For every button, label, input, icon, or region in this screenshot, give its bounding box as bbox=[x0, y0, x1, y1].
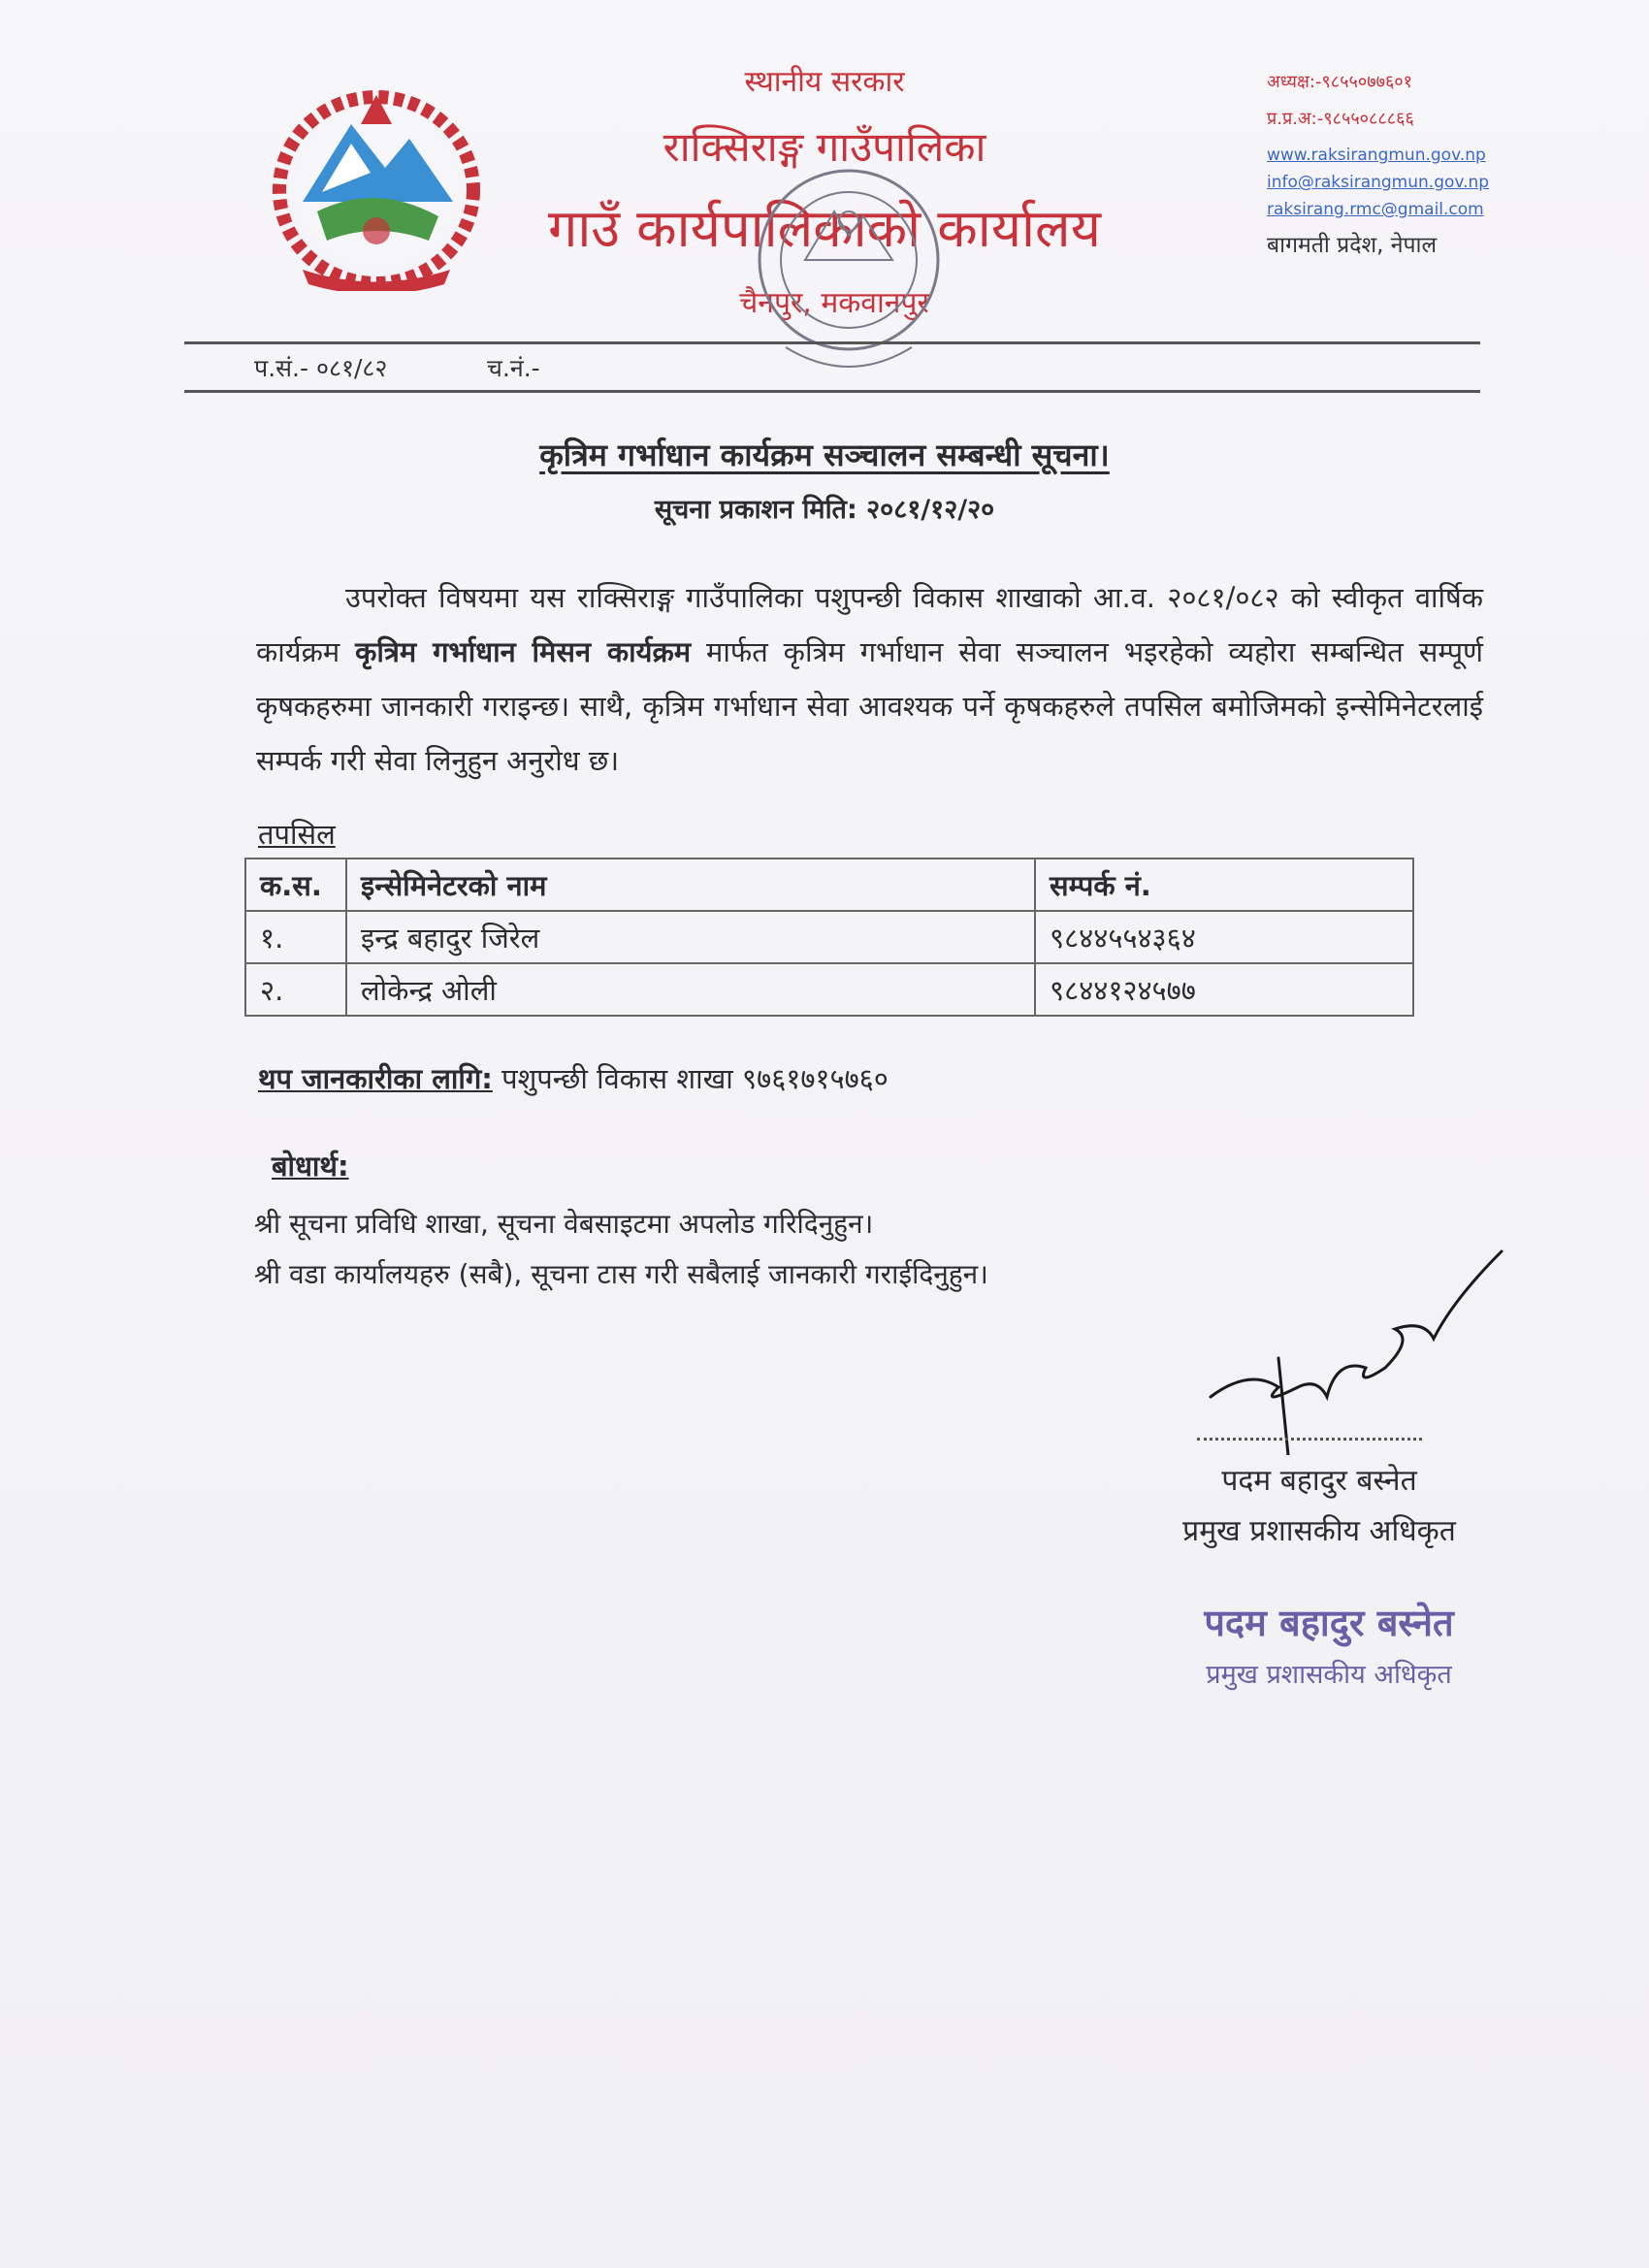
email-link-gmail[interactable]: raksirang.rmc@gmail.com bbox=[1267, 200, 1484, 219]
header-municipality-name: राक्सिराङ्ग गाउँपालिका bbox=[663, 123, 986, 171]
cell-name: लोकेन्द्र ओली bbox=[346, 963, 1035, 1016]
notice-paragraph bbox=[256, 570, 1483, 788]
cc-list bbox=[254, 1199, 988, 1300]
signature-dotted-line bbox=[1197, 1438, 1422, 1441]
handwritten-signature bbox=[1191, 1242, 1521, 1455]
seal-name-stamp: पदम बहादुर बस्नेत bbox=[1204, 1602, 1454, 1644]
email-link-info[interactable]: info@raksirangmun.gov.np bbox=[1267, 173, 1490, 192]
chair-phone: अध्यक्ष:-९८५५०७७६०१ bbox=[1267, 72, 1413, 92]
cc-item: श्री सूचना प्रविधि शाखा, सूचना वेबसाइटमा अपलोड गरिदिनुहुन। bbox=[254, 1208, 874, 1240]
cell-contact: ९८४४५५४३६४ bbox=[1035, 911, 1413, 963]
more-info-line bbox=[258, 1059, 889, 1097]
header-divider-bottom bbox=[184, 390, 1480, 393]
program-name-bold: कृत्रिम गर्भाधान मिसन कार्यक्रम bbox=[355, 635, 692, 668]
reference-number: प.सं.- ०८१/८२ bbox=[254, 354, 388, 382]
table-header-row bbox=[245, 859, 1413, 911]
table-row bbox=[245, 963, 1413, 1016]
seal-title-stamp: प्रमुख प्रशासकीय अधिकृत bbox=[1206, 1660, 1452, 1690]
cell-serial: १. bbox=[245, 911, 346, 963]
col-name: इन्सेमिनेटरको नाम bbox=[346, 859, 1035, 911]
table-row bbox=[245, 911, 1413, 963]
cell-contact: ९८४४१२४५७७ bbox=[1035, 963, 1413, 1016]
header-address: चैनपुर, मकवानपुर bbox=[739, 286, 929, 320]
notice-title: कृत्रिम गर्भाधान कार्यक्रम सञ्चालन सम्बन्धी सूचना। bbox=[539, 437, 1110, 473]
cc-heading: बोधार्थ: bbox=[272, 1150, 349, 1183]
paragraph-text-b: मार्फत कृत्रिम गर्भाधान सेवा सञ्चालन भइरहेको व्यहोरा सम्बन्धित सम्पूर्ण कृषकहरुमा जानकारी गराइन्छ। साथै, कृत्रिम गर्भाधान सेवा आवश्यक पर्ने कृषकहरुले तपसिल बमोजिमको इन्सेमिनेटरलाई सम्पर्क गरी सेवा लिनुहुन अनुरोध छ। bbox=[256, 635, 1484, 777]
signatory-name: पदम बहादुर बस्नेत bbox=[1221, 1464, 1417, 1498]
nepal-emblem-logo bbox=[264, 85, 489, 291]
header-office-name: गाउँ कार्यपालिकाको कार्यालय bbox=[548, 198, 1101, 259]
province-label: बागमती प्रदेश, नेपाल bbox=[1267, 233, 1438, 258]
cc-item: श्री वडा कार्यालयहरु (सबै), सूचना टास गरी सबैलाई जानकारी गराईदिनुहुन। bbox=[254, 1258, 988, 1290]
cao-phone: प्र.प्र.अ:-९८५५०८८८६६ bbox=[1267, 109, 1414, 129]
paragraph-text-a: उपरोक्त विषयमा यस राक्सिराङ्ग गाउँपालिका पशुपन्छी विकास शाखाको आ.व. २०८१/०८२ को स्वीकृत वार्षिक कार्यक्रम bbox=[256, 581, 1483, 668]
more-info-label: थप जानकारीका लागि: bbox=[258, 1062, 493, 1095]
publication-date: सूचना प्रकाशन मिति: २०८१/१२/२० bbox=[654, 495, 995, 525]
more-info-value: पशुपन्छी विकास शाखा ९७६१७१५७६० bbox=[492, 1062, 889, 1095]
office-round-stamp bbox=[747, 153, 951, 396]
signatory-title: प्रमुख प्रशासकीय अधिकृत bbox=[1182, 1514, 1456, 1548]
cell-serial: २. bbox=[245, 963, 346, 1016]
website-link[interactable]: www.raksirangmun.gov.np bbox=[1267, 146, 1486, 165]
contact-block bbox=[1267, 74, 1558, 257]
details-heading: तपसिल bbox=[258, 818, 336, 851]
dispatch-number: च.नं.- bbox=[487, 354, 540, 382]
col-serial: क.स. bbox=[245, 859, 346, 911]
inseminator-table bbox=[244, 858, 1414, 1017]
col-contact: सम्पर्क नं. bbox=[1035, 859, 1413, 911]
cell-name: इन्द्र बहादुर जिरेल bbox=[346, 911, 1035, 963]
header-divider-top bbox=[184, 341, 1480, 344]
header-local-government: स्थानीय सरकार bbox=[744, 65, 905, 99]
